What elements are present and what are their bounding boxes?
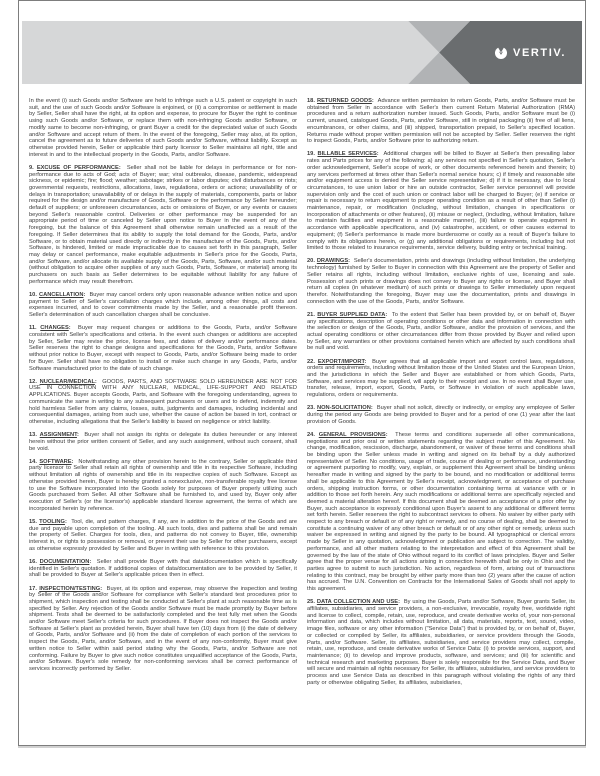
section-title: RETURNED GOODS xyxy=(317,98,372,104)
section-body-text: Additional charges will be billed to Buyer at Seller's then prevailing labor rates and Parts prices for any of the following: a) any services not specified in Seller's quotation, Seller's order acknowledgement, Seller's scope of work, or other documents referenced herein and therein; b) any services performed at times other than Seller's normal service hours; c) if timely and reasonable site and/or equipment access is denied the Seller service representative; d) if it is necessary, due to local circumstances, to use union labor or hire an outside contractor, Seller service personnel will provide supervision only and the cost of such union or contract labor will be charged to Buyer; (e) if service or repair is necessary to return equipment to proper operating condition as a result of other than Seller (i) maintenance, repair, or modification (including, without limitation, changes in specifications or incorporation of attachments or other features), (ii) misuse or neglect, (including, without limitation, failure to maintain facilities and equipment in a reasonable manner), (iii) failure to operate equipment in accordance with applicable specifications, and (iv) catastrophe, accident, or other causes external to equipment; (f) Seller's performance is made more burdensome or costly as a result of Buyer's failure to comply with its obligations herein, or (g) any additional obligations or requirements, including but not limited to those related to insurance requirements, service delivery, building entry or technical training. xyxy=(307,151,575,252)
section-number: 17. xyxy=(29,585,37,592)
section-number: 18. xyxy=(307,98,315,104)
section-title: DRAWINGS xyxy=(316,258,349,265)
section-colon: : xyxy=(398,599,400,606)
section-title: EXCUSE OF PERFORMANCE xyxy=(36,164,119,171)
section-colon: : xyxy=(89,558,92,565)
section-paragraph xyxy=(307,405,575,425)
section-colon: : xyxy=(76,432,79,439)
section-number: 16. xyxy=(29,558,37,565)
section-body-text: Buyer, at its option and expense, may observe the inspection and testing by Seller of the Goods and/or Software for compliance with Seller's standard test procedures prior to shipment, which inspection and testing shall be conducted at Seller's plant at such reasonable time as is specified by Seller. Any rejection of the Goods and/or Software must be made promptly by Buyer before shipment. Tests shall be deemed to be satisfactorily completed and the test fully met when the Goods and/or Software meet Seller's criteria for such procedures. If Buyer does not inspect the Goods and/or Software at Seller's plant as provided herein, Buyer shall have ten (10) days from (i) the date of delivery of Goods, Parts, and/or Software and (ii) from the date of completion of each portion of the services to inspect the Goods, Parts, and/or Software, and in the event of any non-conformity, Buyer must give written notice to Seller within said period stating why the Goods, Parts, and/or Software are not conforming. Failure by Buyer to give such notice constitutes unqualified acceptance of the Goods, Parts, and/or Software. Buyer's sole remedy for non-conforming services shall be correct performance of services incorrectly performed by Seller. xyxy=(29,585,297,672)
section-colon: : xyxy=(71,458,74,465)
section-body-text: Buyer agrees that all applicable import and export control laws, regulations, orders and requirements, including without limitation those of the United States and the European Union, and the jurisdictions in which the Seller and Buyer are established or from which Goods, Parts, Software, and services may be supplied, will apply to their receipt and use. In no event shall Buyer use, transfer, release, import, export, Goods, Parts, or Software in violation of such applicable laws, regulations, orders or requirements. xyxy=(307,358,575,399)
section-colon: : xyxy=(385,431,388,438)
section-title: GENERAL PROVISIONS xyxy=(318,431,386,438)
terms-text-area xyxy=(19,84,585,732)
section-colon: : xyxy=(385,311,388,318)
section-number: 22. xyxy=(307,358,315,365)
section-colon: : xyxy=(118,164,121,171)
section-title: NON-SOLICITATION xyxy=(316,405,371,412)
document-page xyxy=(18,0,586,746)
section-number: 21. xyxy=(307,311,315,318)
section-paragraph xyxy=(29,519,297,553)
section-colon: : xyxy=(370,405,373,412)
section-colon: : xyxy=(348,258,351,265)
section-body-text: Buyer may cancel orders only upon reasonable advance written notice and upon payment to Seller of Seller's cancellation charges which include, among other things, all costs and expenses incurred, and to cover commitments made by the Seller, and a reasonable profit thereon. Seller's determination of such cancellation charges shall be conclusive. xyxy=(29,291,297,319)
section-colon: : xyxy=(371,98,374,104)
section-body-text: Advance written permission to return Goods, Parts, and/or Software must be obtained from Seller in accordance with Seller's then current Return Material Authorization (RMA) procedures and a return authorization number issued. Such Goods, Parts, and/or Software must be (i) current, unused, catalogued Goods, Parts, and/or Software, still in original packaging (ii) free of all liens, encumbrances, or other claims, and (iii) shipped, transportation prepaid, to Seller's specified location. Returns made without proper written permission will not be accepted by Seller. Seller reserves the right to inspect Goods, Parts, and/or Software prior to authorizing return. xyxy=(307,98,575,145)
section-number: 23. xyxy=(307,405,315,412)
section-number: 19. xyxy=(307,151,315,158)
section-body-text: To the extent that Seller has been provided by, or on behalf of, Buyer any specifications, description of operating conditions or other data and information in connection with the selection or design of the Goods, Parts, and/or Software, and/or the provision of services, and the actual operating conditions or other circumstances differ from those provided by Buyer and relied upon by Seller, any warranties or other provisions contained herein which are affected by such conditions shall be null and void. xyxy=(307,311,575,352)
section-paragraph xyxy=(29,379,297,426)
section-paragraph xyxy=(307,599,575,686)
section-body-text: In the event (i) such Goods and/or Software are held to infringe such a U.S. patent or copyright in such suit, and the use of such Goods and/or Software is enjoined, or (ii) a compromise or settlement is made by Seller, Seller shall have the right, at its option and expense, to procure for Buyer the right to continue using such Goods and/or Software, or replace them with non-infringing Goods and/or Software, or modify same to become non-infringing, or grant Buyer a credit for the depreciated value of such Goods and/or Software and accept return of them. In the event of the foregoing, Seller may also, at its option, cancel the agreement as to future deliveries of such Goods and/or Software, without liability. Except as otherwise provided herein, Seller or applicable third party licensor to Seller maintains all right, title and interest in and to the intellectual property in the Goods, Parts, and/or Software. xyxy=(29,98,297,158)
section-body-text: Seller shall not be liable for delays in performance or for non-performance due to acts of God; acts of Buyer; war; viral outbreaks, disease, pandemic, widespread sickness, or epidemic; fire; flood; weather; sabotage; strikes or labor disputes; civil disturbances or riots; governmental requests, restrictions, allocations, laws, regulations, orders or actions; unavailability of or delays in transportation; unavailability of or delays in the supply of materials, components, parts or labor required for the design and/or manufacture of Goods, Software or the performance by Seller hereunder; default of suppliers; or unforeseen circumstances, acts or omissions of Buyer, or any events or causes beyond Seller's reasonable control. Deliveries or other performance may be suspended for an appropriate period of time or canceled by Seller upon notice to Buyer in the event of any of the foregoing, but the balance of this Agreement shall otherwise remain unaffected as a result of the foregoing. If Seller determines that its ability to supply the total demand for the Goods, Parts, and/or Software, or to obtain material used directly or indirectly in the manufacture of the Goods, Parts, and/or Software, is hindered, limited or made impracticable due to causes set forth in this paragraph, Seller may delay or cancel performance, make equitable adjustments in Seller's price for the Goods, Parts, and/or Software, and/or allocate its available supply of the Goods, Parts, Software, and/or such material (without obligation to acquire other supplies of any such Goods, Parts, Software, or material) among its purchasers on such basis as Seller determines to be equitable without liability for any failure of performance which may result therefrom. xyxy=(29,164,297,285)
section-paragraph xyxy=(29,459,297,513)
section-colon: : xyxy=(64,518,67,525)
vertiv-logo-text: VERTIV. xyxy=(513,46,566,59)
section-title: SOFTWARE xyxy=(39,458,72,465)
section-title: TOOLING xyxy=(39,518,65,525)
section-body-text: By using the Goods, Parts and/or Software, Buyer grants Seller, its affiliates, subsidiaries, and service providers, a non-exclusive, irrevocable, royalty free, worldwide right and license to collect, compile, retain, use, reproduce, and create derivative works of, your non-personal information and data, which includes without limitation, all data, materials, reports, text, sound, video, image files, software or any other information ("Service Data") that is provided by, or on behalf of, Buyer, or collected or compiled by Seller, its affiliates, subsidiaries, or service providers through the Goods, Parts, and/or Software. Seller, its affiliates, subsidiaries, and service providers may collect, compile, retain, use, reproduce, and create derivative works of Service Data: (i) to provide services, support, and maintenance; (ii) to develop and improve products, software, and services; and (iii) for scientific and technical research and marketing purposes. Buyer is solely responsible for the Service Data, and Buyer will secure and maintain all rights necessary for Seller, its affiliates, subsidiaries, and service providers to process and use Service Data as described in this paragraph without violating the rights of any third party or otherwise obligating Seller, its affiliates, subsidiaries, xyxy=(307,599,575,686)
right-column xyxy=(307,98,575,732)
section-body-text: GOODS, PARTS, AND SOFTWARE SOLD HEREUNDER ARE NOT FOR USE IN CONNECTION WITH ANY NUCLEAR, MEDICAL, LIFE-SUPPORT AND RELATED APPLICATIONS. Buyer accepts Goods, Parts, and Software with the foregoing understanding, agrees to communicate the same in writing to any subsequent purchasers or users and to defend, indemnify and hold harmless Seller from any claims, losses, suits, judgments and damages, including incidental and consequential damages, arising from such use, whether the cause of action be based in tort, contract or otherwise, including allegations that the Seller's liability is based on negligence or strict liability. xyxy=(29,378,298,425)
section-number: 20. xyxy=(307,258,315,265)
section-title: ASSIGNMENT xyxy=(39,432,77,439)
vertiv-logo xyxy=(494,46,566,60)
section-number: 25. xyxy=(307,599,315,606)
section-title: DOCUMENTATION xyxy=(39,558,90,565)
section-paragraph xyxy=(307,432,575,593)
section-body-text: Buyer shall not assign its rights or delegate its duties hereunder or any interest herein without the prior written consent of Seller, and any such assignment, without such consent, shall be void. xyxy=(29,432,297,452)
section-paragraph xyxy=(29,165,297,286)
section-number: 12. xyxy=(29,378,37,385)
section-title: CANCELLATION xyxy=(38,291,84,298)
section-colon: : xyxy=(364,358,367,365)
section-title: DATA COLLECTION AND USE xyxy=(316,599,399,606)
section-title: BUYER SUPPLIED DATA xyxy=(317,311,386,318)
section-number: 24. xyxy=(307,431,315,438)
section-colon: : xyxy=(68,325,71,332)
section-paragraph xyxy=(29,98,297,158)
section-body-text: These terms and conditions supersede all other communications, negotiations and prior oral or written statements regarding the subject matter of this Agreement. No change, modification, rescission, discharge, abandonment, or waiver of these terms and conditions shall be binding upon the Seller unless made in writing and signed on its behalf by a duly authorized representative of Seller. No conditions, usage of trade, course of dealing or performance, understanding or agreement purporting to modify, vary, explain, or supplement this Agreement shall be binding unless hereafter made in writing and signed by the party to be bound, and no modification or additional terms shall be applicable to this Agreement by Seller's receipt, acknowledgment, or acceptance of purchase orders, shipping instruction forms, or other documentation containing terms at variance with or in addition to those set forth herein. Any such modifications or additional terms are specifically rejected and deemed a material alteration hereof. If this document shall be deemed an acceptance of a prior offer by Buyer, such acceptance is expressly conditional upon Buyer's assent to any additional or different terms set forth herein. Seller reserves the right to subcontract services to others. No waiver by either party with respect to any breach or default or of any right or remedy, and no course of dealing, shall be deemed to constitute a continuing waiver of any other breach or default or of any other right or remedy, unless such waiver be expressed in writing and signed by the party to be bound. All typographical or clerical errors made by Seller in any quotation, acknowledgment or publication are subject to correction. The validity, performance, and all other matters relating to the interpretation and effect of this Agreement shall be governed by the law of the state of Ohio without regard to its conflict of laws principles. Buyer and Seller agree that the proper venue for all actions arising in connection herewith shall be only in Ohio and the parties agree to submit to such jurisdiction. No action, regardless of form, arising out of transactions relating to this contract, may be brought by either party more than two (2) years after the cause of action has accrued. The U.N. Convention on Contracts for the International Sales of Goods shall not apply to this agreement. xyxy=(307,431,575,593)
section-title: BILLABLE SERVICES xyxy=(317,151,377,158)
section-paragraph xyxy=(29,559,297,579)
section-number: 14. xyxy=(29,458,37,465)
left-column xyxy=(29,98,297,732)
section-number: 10. xyxy=(29,291,37,298)
header-band xyxy=(22,21,582,84)
section-paragraph xyxy=(307,312,575,352)
section-body-text: Seller's documentation, prints and drawings (including without limitation, the underlying technology) furnished by Seller to Buyer in connection with this Agreement are the property of Seller and Seller retains all rights, including without limitation, exclusive rights of use, licensing and sale. Possession of such prints or drawings does not convey to Buyer any rights or license, and Buyer shall return all copies (in whatever medium) of such prints or drawings to Seller immediately upon request therefor. Notwithstanding the foregoing, Buyer may use the documentation, prints and drawings in connection with the use of the Goods, Parts, and/or Software. xyxy=(307,258,575,305)
section-paragraph xyxy=(29,432,297,452)
section-paragraph xyxy=(29,325,297,372)
section-number: 15. xyxy=(29,518,37,525)
section-colon: : xyxy=(100,585,103,592)
vertiv-bird-icon xyxy=(494,46,508,60)
section-number: 11. xyxy=(29,325,37,332)
section-paragraph xyxy=(307,98,575,145)
section-number: 9. xyxy=(29,164,34,171)
section-title: INSPECTION/TESTING xyxy=(39,585,101,592)
section-paragraph xyxy=(307,359,575,399)
section-colon: : xyxy=(376,151,379,158)
section-body-text: Tool, die, and pattern charges, if any, are in addition to the price of the Goods and are due and payable upon completion of the tooling. All such tools, dies and patterns shall be and remain the property of Seller. Charges for tools, dies, and patterns do not convey to Buyer, title, ownership interest in, or rights to possession or removal, or prevent their use by Seller for other purchasers, except as otherwise expressly provided by Seller and Buyer in writing with reference to this provision. xyxy=(29,518,297,552)
section-title: NUCLEAR/MEDICAL xyxy=(39,378,95,385)
section-paragraph xyxy=(29,586,297,673)
section-paragraph xyxy=(29,292,297,319)
section-body-text: Seller shall provide Buyer with that data/documentation which is specifically identified in Seller's quotation. If additional copies of data/documentation are to be provided by Seller, it shall be provided to Buyer at Seller's applicable prices then in effect. xyxy=(29,558,297,579)
section-number: 13. xyxy=(29,432,37,439)
section-paragraph xyxy=(307,258,575,305)
section-title: CHANGES xyxy=(40,325,69,332)
section-colon: : xyxy=(83,291,86,298)
section-colon: : xyxy=(94,378,97,385)
section-body-text: Buyer shall not solicit, directly or indirectly, or employ any employee of Seller during the period any Goods are being provided to Buyer and for a period of one (1) year after the last provision of Goods. xyxy=(307,405,575,425)
section-body-text: Notwithstanding any other provision herein to the contrary, Seller or applicable third party licensor to Seller shall retain all rights of ownership and title in its respective Software, including without limitation all rights of ownership and title in its respective copies of such Software. Except as otherwise provided herein, Buyer is hereby granted a nonexclusive, non-transferable royalty free license to use the Software incorporated into the Goods solely for purposes of Buyer properly utilizing such Goods purchased from Seller. All other Software shall be furnished to, and used by, Buyer only after execution of Seller's (or the licensor's) applicable standard license agreement, the terms of which are incorporated herein by reference. xyxy=(29,458,297,512)
section-paragraph xyxy=(307,151,575,252)
section-title: EXPORT/IMPORT xyxy=(317,358,365,365)
section-body-text: Buyer may request changes or additions to the Goods, Parts, and/or Software consistent with Seller's specifications and criteria. In the event such changes or additions are accepted by Seller, Seller may revise the price, license fees, and dates of delivery and/or performance dates. Seller reserves the right to change designs and specifications for the Goods, Parts, and/or Software without prior notice to Buyer, except with respect to Goods, Parts, and/or Software being made to order for Buyer. Seller shall have no obligation to install or make such change in any Goods, Parts, and/or Software manufactured prior to the date of such change. xyxy=(29,325,297,372)
